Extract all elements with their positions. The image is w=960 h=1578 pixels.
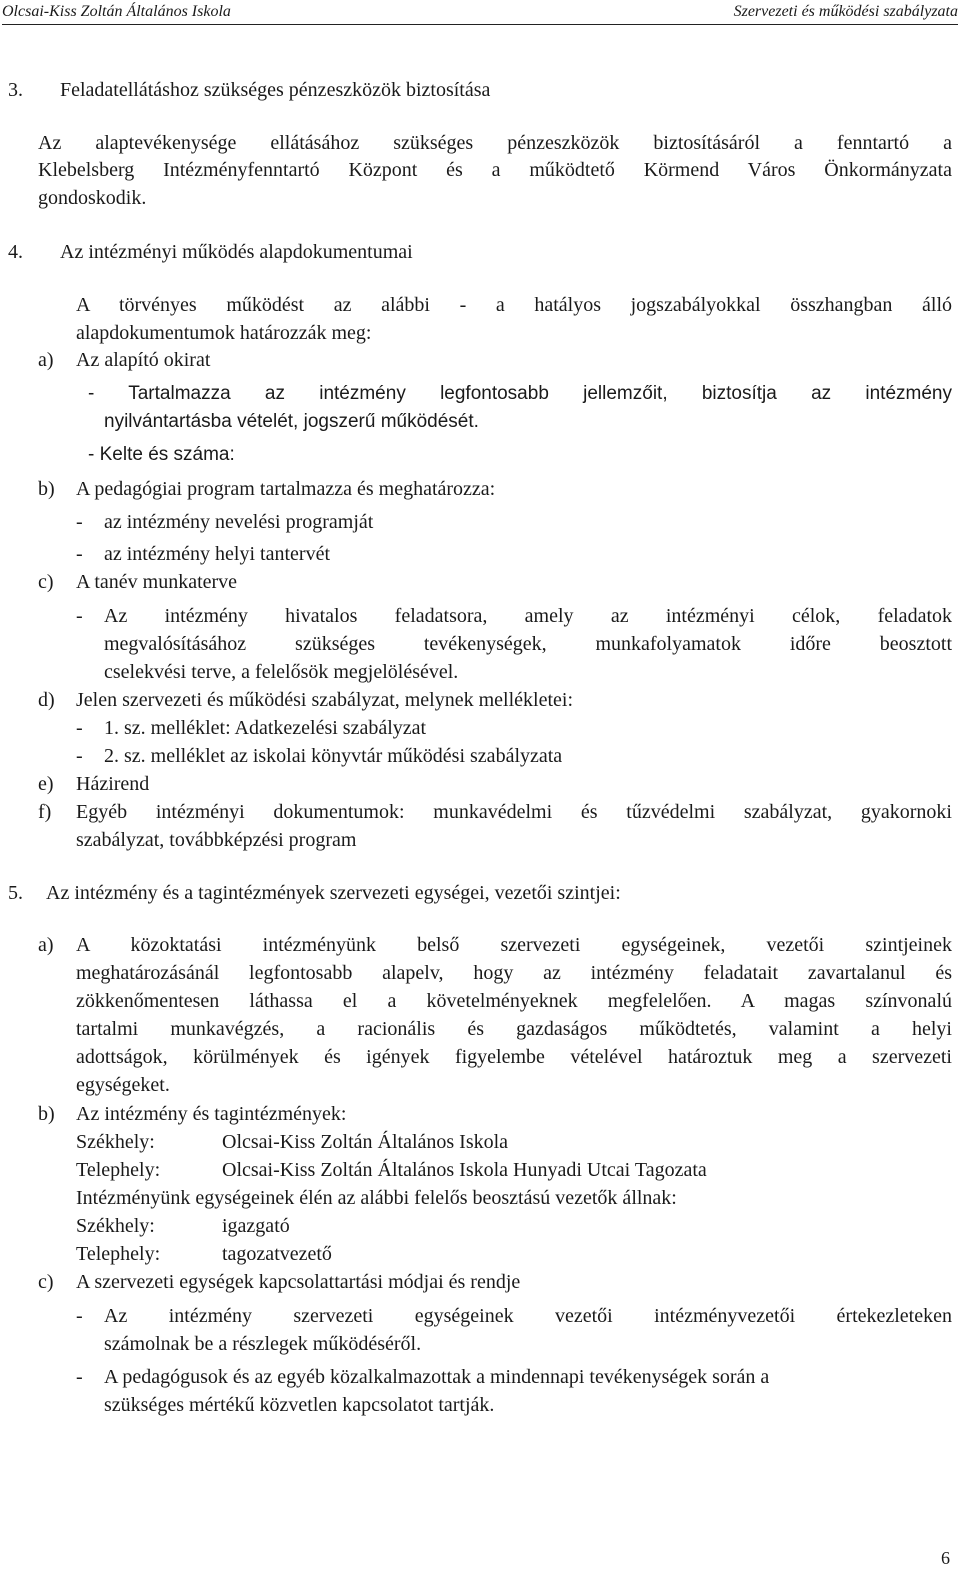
seat-leader-value: igazgató (222, 1215, 290, 1237)
s4-a-sub2: - Kelte és száma: (88, 444, 235, 465)
list-marker: a) (38, 349, 54, 371)
s4-d-item-1: 1. sz. melléklet: Adatkezelési szabályzat (104, 717, 427, 739)
s4-d-item-2: 2. sz. melléklet az iskolai könyvtár működési szabályzata (104, 745, 563, 767)
seat-value: Olcsai-Kiss Zoltán Általános Iskola (222, 1131, 509, 1153)
s5-a-line-5: adottságok, körülmények és igények figyelembe vételével határoztuk meg a szervezeti (76, 1046, 952, 1068)
list-marker: b) (38, 1103, 55, 1125)
dash-marker: - (76, 717, 83, 739)
s4-f-line-1: Egyéb intézményi dokumentumok: munkavédelmi és tűzvédelmi szabályzat, gyakornoki (76, 801, 952, 823)
list-marker: d) (38, 689, 55, 711)
s5-c-text: A szervezeti egységek kapcsolattartási módjai és rendje (76, 1271, 521, 1293)
leaders-text: Intézményünk egységeinek élén az alábbi felelős beosztású vezetők állnak: (76, 1187, 677, 1209)
s5-a-line-3: zökkenőmentesen láthassa el a követelményeknek megfelelően. A magas színvonalú (76, 990, 952, 1012)
s5-a-line-1: A közoktatási intézményünk belső szervezeti egységeinek, vezetői szintjeinek (76, 934, 952, 956)
dash-marker: - (76, 1366, 83, 1388)
dash-marker: - (76, 511, 83, 533)
dash-marker: - (76, 605, 83, 627)
s5-c-item1-line-2: számolnak be a részlegek működéséről. (104, 1333, 422, 1355)
list-marker: b) (38, 478, 55, 500)
s5-c-item2-line-1: A pedagógusok és az egyéb közalkalmazottak a mindennapi tevékenységek során a (104, 1366, 770, 1388)
seat-label: Székhely: (76, 1131, 155, 1153)
s3-line-2: Klebelsberg Intézményfenntartó Központ és a működtető Körmend Város Önkormányzata (38, 159, 952, 181)
section-number: 4. (8, 241, 23, 263)
dash-marker: - (76, 543, 83, 565)
s4-e-text: Házirend (76, 773, 150, 795)
s4-c-text: A tanév munkaterve (76, 571, 238, 593)
site-leader-label: Telephely: (76, 1243, 161, 1265)
s5-b-text: Az intézmény és tagintézmények: (76, 1103, 347, 1125)
list-marker: c) (38, 571, 54, 593)
s5-c-item2-line-2: szükséges mértékű közvetlen kapcsolatot tartják. (104, 1394, 495, 1416)
site-leader-value: tagozatvezető (222, 1243, 332, 1265)
s4-a-sub1-line-2: nyilvántartásba vételét, jogszerű működését. (104, 411, 479, 432)
s5-a-line-2: meghatározásánál legfontosabb alapelv, hogy az intézmény feladatait zavartalanul és (76, 962, 952, 984)
header-document-title: Szervezeti és működési szabályzata (733, 3, 958, 20)
site-label: Telephely: (76, 1159, 161, 1181)
section-title: Az intézményi működés alapdokumentumai (60, 241, 413, 263)
dash-marker: - (76, 745, 83, 767)
s3-line-1: Az alaptevékenysége ellátásához szükséges pénzeszközök biztosításáról a fenntartó a (38, 132, 952, 154)
page-number: 6 (941, 1548, 950, 1568)
s4-intro-line-2: alapdokumentumok határozzák meg: (76, 322, 372, 344)
s4-c-item-line-3: cselekvési terve, a felelősök megjelölésével. (104, 661, 459, 683)
s4-d-text: Jelen szervezeti és működési szabályzat, melynek mellékletei: (76, 689, 574, 711)
s4-a-text: Az alapító okirat (76, 349, 211, 371)
list-marker: c) (38, 1271, 54, 1293)
site-value: Olcsai-Kiss Zoltán Általános Iskola Hunyadi Utcai Tagozata (222, 1159, 707, 1181)
section-title: Feladatellátáshoz szükséges pénzeszközök biztosítása (60, 79, 491, 101)
s4-c-item-line-1: Az intézmény hivatalos feladatsora, amely az intézményi célok, feladatok (104, 605, 952, 627)
s5-a-line-4: tartalmi munkavégzés, a racionális és gazdaságos működtetés, valamint a helyi (76, 1018, 952, 1040)
list-marker: a) (38, 934, 54, 956)
list-marker: e) (38, 773, 54, 795)
s4-b-item-2: az intézmény helyi tantervét (104, 543, 331, 565)
s5-a-line-6: egységeket. (76, 1074, 170, 1096)
section-number: 3. (8, 79, 23, 101)
s5-c-item1-line-1: Az intézmény szervezeti egységeinek vezetői intézményvezetői értekezleteken (104, 1305, 952, 1327)
s4-intro-line-1: A törvényes működést az alábbi - a hatályos jogszabályokkal összhangban álló (76, 294, 952, 316)
dash-marker: - (76, 1305, 83, 1327)
section-number: 5. (8, 882, 23, 904)
s3-line-3: gondoskodik. (38, 187, 147, 209)
s4-b-item-1: az intézmény nevelési programját (104, 511, 374, 533)
s4-c-item-line-2: megvalósításához szükséges tevékenységek, munkafolyamatok időre beosztott (104, 633, 952, 655)
s4-b-text: A pedagógiai program tartalmazza és meghatározza: (76, 478, 496, 500)
section-title: Az intézmény és a tagintézmények szervezeti egységei, vezetői szintjei: (46, 882, 621, 904)
list-marker: f) (38, 801, 52, 823)
page-header (2, 2, 958, 25)
s4-a-sub1-line-1: - Tartalmazza az intézmény legfontosabb jellemzőit, biztosítja az intézmény (88, 383, 952, 404)
s4-f-line-2: szabályzat, továbbképzési program (76, 829, 357, 851)
seat-leader-label: Székhely: (76, 1215, 155, 1237)
header-school-name: Olcsai-Kiss Zoltán Általános Iskola (2, 3, 231, 20)
